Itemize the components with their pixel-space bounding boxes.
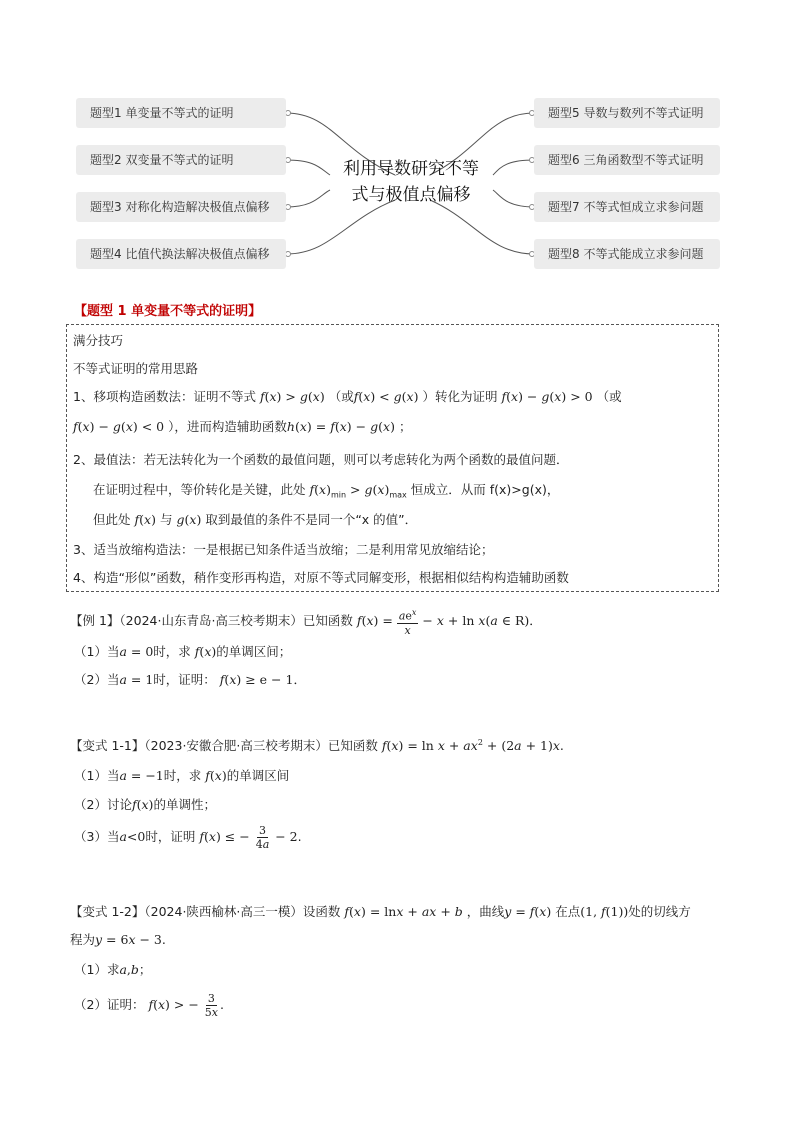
tips-point-2b: 在证明过程中，等价转化是关键，此处 $f(x)_{min} > g(x)_{max}$ 恒成立．从而 f(x)>g(x)， [93,482,560,500]
topic-node-1[interactable]: 题型1 单变量不等式的证明 [76,98,286,128]
example-1-q1: （1）当a = 0时，求 f(x)的单调区间； [74,644,292,659]
topic-node-8[interactable]: 题型8 不等式能成立求参问题 [534,239,720,269]
connector-right-3 [493,190,534,207]
variant-1-2-intro: 【变式 1-2】（2024·陕西榆林·高三一模）设函数 f(x) = lnx + ax + b ，曲线y = f(x) 在点(1, f(1))处的切线方 [70,904,691,919]
topic-node-7[interactable]: 题型7 不等式恒成立求参问题 [534,192,720,222]
topic-node-4[interactable]: 题型4 比值代换法解决极值点偏移 [76,239,286,269]
connector-right-2 [493,160,534,175]
connector-left-4 [286,200,395,254]
topic-node-3[interactable]: 题型3 对称化构造解决极值点偏移 [76,192,286,222]
mind-map [0,0,794,290]
tips-point-1: 1、移项构造函数法：证明不等式 f(x) > g(x) （或f(x) < g(x) ）转化为证明 f(x) − g(x) > 0 （或 [73,389,622,404]
tips-point-2c: 但此处 f(x) 与 g(x) 取到最值的条件不是同一个“x 的值”． [93,512,418,527]
tips-point-3: 3、适当放缩构造法：一是根据已知条件适当放缩；二是利用常见放缩结论； [73,542,494,557]
variant-1-2-intro-cont: 程为y = 6x − 3. [70,932,166,947]
tips-point-2: 2、最值法：若无法转化为一个函数的最值问题，则可以考虑转化为两个函数的最值问题． [73,452,569,467]
topic-node-2[interactable]: 题型2 双变量不等式的证明 [76,145,286,175]
tips-box [66,324,719,592]
connector-left-3 [286,190,330,207]
variant-1-1-q3: （3）当a<0时，证明 f(x) ≤ − $\frac{3}{4a}$ − 2. [74,824,302,851]
tips-subheading: 不等式证明的常用思路 [73,361,199,376]
section-title: 【题型 1 单变量不等式的证明】 [74,304,262,319]
variant-1-1-intro: 【变式 1-1】（2023·安徽合肥·高三校考期末）已知函数 $f(x) = \ln x + ax^2 + (2a + 1)x$. [70,737,564,753]
tips-point-1-cont: f(x) − g(x) < 0 ），进而构造辅助函数h(x) = f(x) − g(x) ； [73,419,412,434]
connector-right-4 [430,200,534,254]
topic-node-6[interactable]: 题型6 三角函数型不等式证明 [534,145,720,175]
example-1-q2: （2）当a = 1时，证明： f(x) ≥ e − 1． [74,672,306,687]
variant-1-2-q1: （1）求a,b； [74,962,152,977]
tips-point-4: 4、构造“形似”函数，稍作变形再构造，对原不等式同解变形，根据相似结构构造辅助函数 [73,570,569,585]
variant-1-2-q2: （2）证明： f(x) > − $\frac{3}{5x}$ . [74,992,224,1019]
topic-node-5[interactable]: 题型5 导数与数列不等式证明 [534,98,720,128]
variant-1-1-q1: （1）当a = −1时，求 f(x)的单调区间 [74,768,290,783]
mind-map-center-title: 利用导数研究不等 式与极值点偏移 [343,159,479,205]
variant-1-1-q2: （2）讨论f(x)的单调性； [74,797,216,812]
connector-left-2 [286,160,330,175]
tips-heading: 满分技巧 [73,333,124,348]
example-1-intro: 【例 1】（2024·山东青岛·高三校考期末）已知函数 f(x) = $\frac{ae^x}{x}$ − x + ln x(a ∈ R)． [70,608,542,637]
